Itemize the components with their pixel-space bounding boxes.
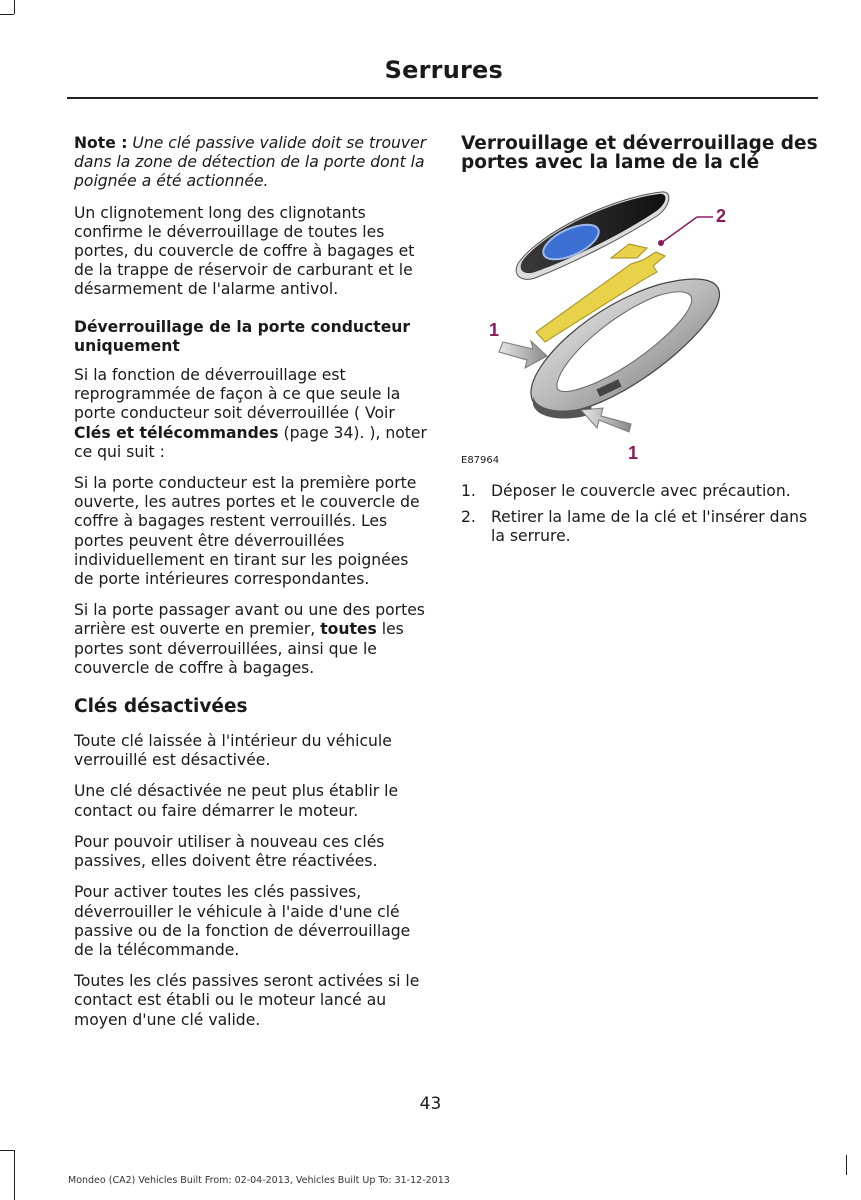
text-run: Si la porte passager avant ou une des portes arrière est ouverte en premier, <box>74 601 425 639</box>
cross-reference-link[interactable]: Clés et télécommandes <box>74 423 279 442</box>
key-illustration-svg <box>461 184 821 474</box>
key-shell <box>531 279 720 419</box>
callout-1b: 1 <box>628 443 639 463</box>
paragraph: Pour pouvoir utiliser à nouveau ces clés passives, elles doivent être réactivées. <box>74 832 385 871</box>
note-text: Une clé passive valide doit se trouver dans la zone de détection de la porte dont la poignée a été actionnée. <box>74 134 427 191</box>
callout-1: 1 <box>489 320 500 340</box>
arrow-icon <box>581 408 631 432</box>
text-run: Si la fonction de déverrouillage est reprogrammée de façon à ce que seule la porte conducteur soit déverrouillée ( Voir <box>74 366 401 423</box>
crop-mark-bottom-left-v <box>14 1150 15 1200</box>
section-heading-deactivated-keys: Clés désactivées <box>74 696 248 718</box>
page-number: 43 <box>419 1094 442 1114</box>
step-number: 2. <box>461 508 476 527</box>
paragraph <box>74 601 428 678</box>
header-rule <box>67 97 818 99</box>
right-column <box>461 133 821 546</box>
paragraph: Une clé désactivée ne peut plus établir le contact ou faire démarrer le moteur. <box>74 782 399 820</box>
step-text: Retirer la lame de la clé et l'insérer dans la serrure. <box>491 508 808 546</box>
step-item <box>461 508 821 546</box>
subheading-driver-unlock: Déverrouillage de la porte conducteur uniquement <box>74 317 411 355</box>
paragraph: Toute clé laissée à l'intérieur du véhicule verrouillé est désactivée. <box>74 732 392 770</box>
key-blade-illustration <box>461 184 821 474</box>
callout-2-leader <box>661 217 697 243</box>
page-title: Serrures <box>384 56 503 84</box>
text-run: (page 34). ), noter ce qui suit : <box>74 423 427 461</box>
text-run: les portes sont déverrouillées, ainsi que le couvercle de coffre à bagages. <box>74 620 404 677</box>
callout-2: 2 <box>716 206 727 226</box>
step-text: Déposer le couvercle avec précaution. <box>491 482 791 500</box>
steps-list <box>461 482 821 554</box>
crop-mark-bottom-right-v <box>846 1155 847 1175</box>
left-column <box>74 134 428 1042</box>
section-heading-key-blade: Verrouillage et déverrouillage des portes avec la lame de la clé <box>461 133 818 173</box>
arrow-icon <box>499 341 547 368</box>
callout-2-dot <box>658 240 664 246</box>
paragraph: Toutes les clés passives seront activées si le contact est établi ou le moteur lancé au moyen d'une clé valide. <box>74 972 420 1029</box>
step-number: 1. <box>461 482 476 500</box>
crop-mark-top-left-h <box>0 14 14 15</box>
note-paragraph <box>74 134 428 192</box>
footer-text: Mondeo (CA2) Vehicles Built From: 02-04-2013, Vehicles Built Up To: 31-12-2013 <box>68 1175 450 1186</box>
step-item <box>461 482 821 501</box>
figure-code: E87964 <box>461 455 500 466</box>
paragraph <box>74 366 428 462</box>
paragraph: Pour activer toutes les clés passives, déverrouiller le véhicule à l'aide d'une clé passive ou de la fonction de déverrouillage de la télécommande. <box>74 883 411 959</box>
paragraph: Un clignotement long des clignotants confirme le déverrouillage de toutes les portes, du couvercle de coffre à bagages et de la trappe de réservoir de carburant et le désarmement de l'alarme antivol. <box>74 203 415 299</box>
crop-mark-top-left-v <box>14 0 15 14</box>
paragraph: Si la porte conducteur est la première porte ouverte, les autres portes et le couvercle de coffre à bagages restent verrouillés. Les portes peuvent être déverrouillées individuellement en tirant sur les poignées de porte intérieures correspondantes. <box>74 474 420 589</box>
emphasis: toutes <box>320 620 377 639</box>
note-label: Note : <box>74 134 128 152</box>
crop-mark-bottom-left-h <box>0 1150 14 1151</box>
